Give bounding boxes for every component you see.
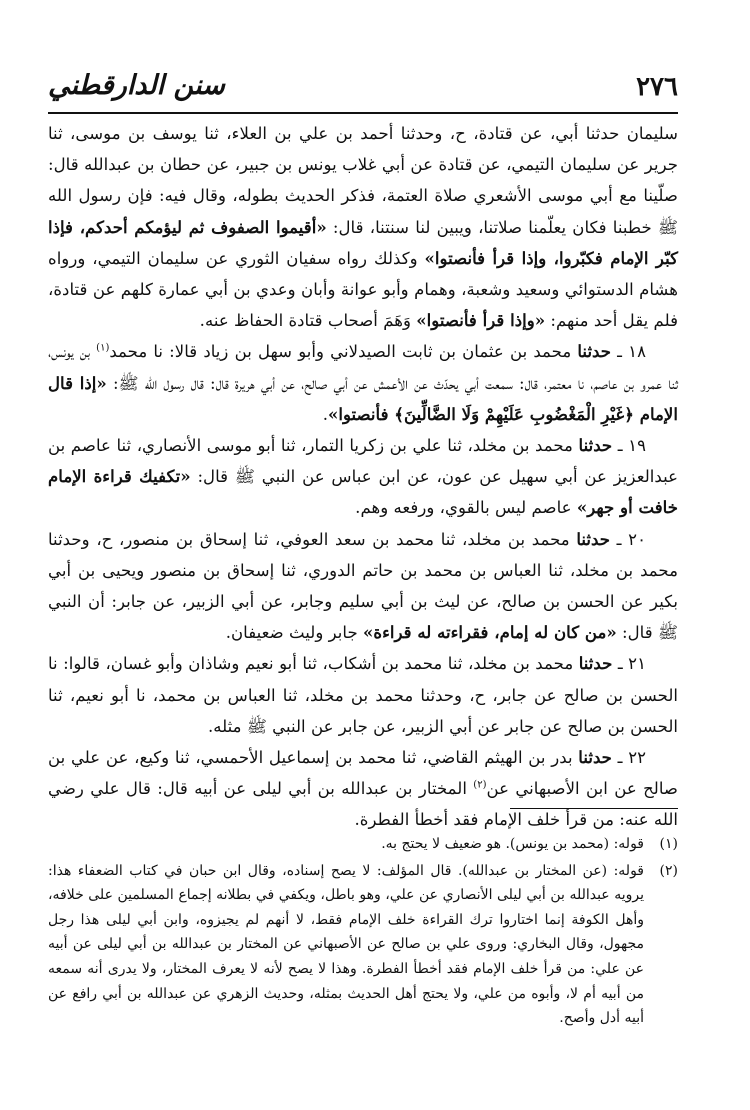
text-span: . [322,404,328,424]
footnote-divider [510,808,678,809]
hadith-21 [48,648,678,742]
hadith-19 [48,430,678,524]
footnote-ref-1[interactable]: (١) [96,342,110,354]
hadith-lead-word: حدثنا [576,528,610,549]
main-text [48,118,678,836]
text-span: عاصم ليس بالقوي، ورفعه وهم. [355,498,577,518]
hadith-number: ١٨ ـ [617,342,646,362]
prophetic-quote: «أقيموا الصفوف ثم ليؤمكم أحدكم، فإذا كبّر الإمام فكبّروا، وإذا قرأ فأنصتوا» [48,216,678,268]
footnote-number: (١) [659,836,678,852]
text-span: بدر بن الهيثم القاضي، ثنا محمد بن إسماعيل الأحمسي، ثنا وكيع، عن علي بن صالح عن ابن الأصبهاني عن [48,748,678,799]
hadith-number: ٢١ ـ [617,654,646,674]
page-number: ٢٧٦ [636,72,678,102]
text-span: محمد بن عثمان بن ثابت الصيدلاني وأبو سهل بن زياد قالا: نا محمد [109,342,578,362]
footnotes [48,832,678,1033]
hadith-lead-word: حدثنا [578,747,612,768]
text-span: محمد بن مخلد، ثنا محمد بن أشكاب، ثنا أبو نعيم وشاذان وأبو غسان، قالوا: نا الحسن بن صالح عن جابر، ح، وحدثنا محمد بن مخلد، ثنا العباس بن محمد، نا أبو نعيم، ثنا الحسن بن صالح عن جابر عن أبي الزبير، عن جابر عن النبي ﷺ مثله. [48,654,679,736]
prophetic-quote: «تكفيك قراءة الإمام خافت أو جهر» [48,466,678,518]
page-header [48,72,678,114]
intro-paragraph [48,118,678,336]
footnote-text: قوله: (محمد بن يونس). هو ضعيف لا يحتج به. [381,836,644,852]
footnote-1 [48,832,678,857]
text-span: محمد بن مخلد، ثنا محمد بن سعد العوفي، ثنا إسحاق بن منصور، ح، وحدثنا محمد بن مخلد، ثنا العباس بن محمد بن حاتم الدوري، ثنا إسحاق بن منصور ويحيى بن أبي بكير عن الحسن بن صالح، عن ليث بن أبي سليم وجابر، عن أبي الزبير، عن جابر: أن النبي ﷺ قال: [48,529,678,643]
hadith-lead-word: حدثنا [578,435,613,456]
text-span: المختار بن عبدالله بن أبي ليلى عن أبيه قال: قال علي رضي الله عنه: من قرأ خلف الإمام فقد أخطأ الفطرة. [48,779,678,830]
hadith-20 [48,524,678,649]
hadith-number: ٢٢ ـ [617,748,647,768]
prophetic-quote: «من كان له إمام، فقراءته له قراءة» [363,622,617,643]
hadith-lead-word: حدثنا [578,653,613,674]
text-span: سليمان حدثنا أبي، عن قتادة، ح، وحدثنا أحمد بن علي بن العلاء، ثنا يوسف بن موسى، ثنا جرير عن سليمان التيمي، عن قتادة عن أبي غلاب يونس بن جبير، عن حطان بن عبدالله قال: صلّينا مع أبي موسى الأشعري صلاة العتمة، فذكر الحديث بطوله، وقال فيه: فإن رسول الله ﷺ خطبنا فكان يعلّمنا صلاتنا، ويبين لنا سنتنا، قال: [48,124,678,237]
footnote-ref-2[interactable]: (٢) [473,779,487,791]
footnote-text: قوله: (عن المختار بن عبدالله). قال المؤلف: لا يصح إسناده، وقال ابن حبان في كتاب الضعفاء هذا: يرويه عبدالله بن أبي ليلى الأنصاري عن علي، وهو باطل، ويكفي في بطلانه إجماع المسلمين على خلافه، وأهل الكوفة إنما اختاروا ترك القراءة خلف الإمام فقط، لا أنهم لم يجيزوه، وابن أبي ليلى هذا رجل مجهول، وقال البخاري: وروى علي بن صالح عن الأصبهاني عن المختار بن عبدالله بن أبي ليلى عن أبيه عن علي: من قرأ خلف الإمام فقد أخطأ الفطرة. وهذا لا يصح لأنه لا يعرف المختار، ولا يدرى أنه سمعه من أبيه أم لا، وأبوه من علي، ولا يحتج أهل الحديث بمثله، وحديث الزهري عن عبدالله بن أبي رافع عن أبيه أدل وأصح. [48,862,644,1027]
footnote-2 [48,859,678,1031]
text-span: جابر وليث ضعيفان. [225,623,363,643]
hadith-number: ٢٠ ـ [616,529,646,549]
hadith-lead-word: حدثنا [577,341,612,362]
footnote-number: (٢) [659,862,678,879]
hadith-18 [48,336,678,430]
text-span: وَهَمَ أصحاب قتادة الحفاظ عنه. [199,311,417,331]
prophetic-quote: «إذا قال الإمام ﴿غَيْرِ الْمَغْضُوبِ عَلَيْهِمْ وَلَا الضَّالِّينَ﴾ فأنصتوا» [48,372,678,424]
prophetic-quote: «وإذا قرأ فأنصتوا» [416,310,546,331]
book-title: سنن الدارقطني [48,70,225,101]
hadith-22 [48,742,678,836]
text-span: بن يونس، ثنا عمرو بن عاصم، نا معتمر، قال: سمعت أبي يحدّث عن الأعمش عن أبي صالح، عن أبي هريرة قال: قال رسول الله ﷺ: [48,342,678,393]
text-span: محمد بن مخلد، ثنا علي بن زكريا التمار، ثنا أبو موسى الأنصاري، ثنا عاصم بن عبدالعزيز عن أبي سهيل عن عون، عن ابن عباس عن النبي ﷺ قال: [48,436,678,487]
text-span: وكذلك رواه سفيان الثوري عن سليمان التيمي، ورواه هشام الدستوائي وسعيد وشعبة، وهمام وأبو عوانة وأبان وعدي بن أبي عمارة كلهم عن قتادة، فلم يقل أحد منهم: [48,248,678,331]
hadith-number: ١٩ ـ [617,436,646,456]
